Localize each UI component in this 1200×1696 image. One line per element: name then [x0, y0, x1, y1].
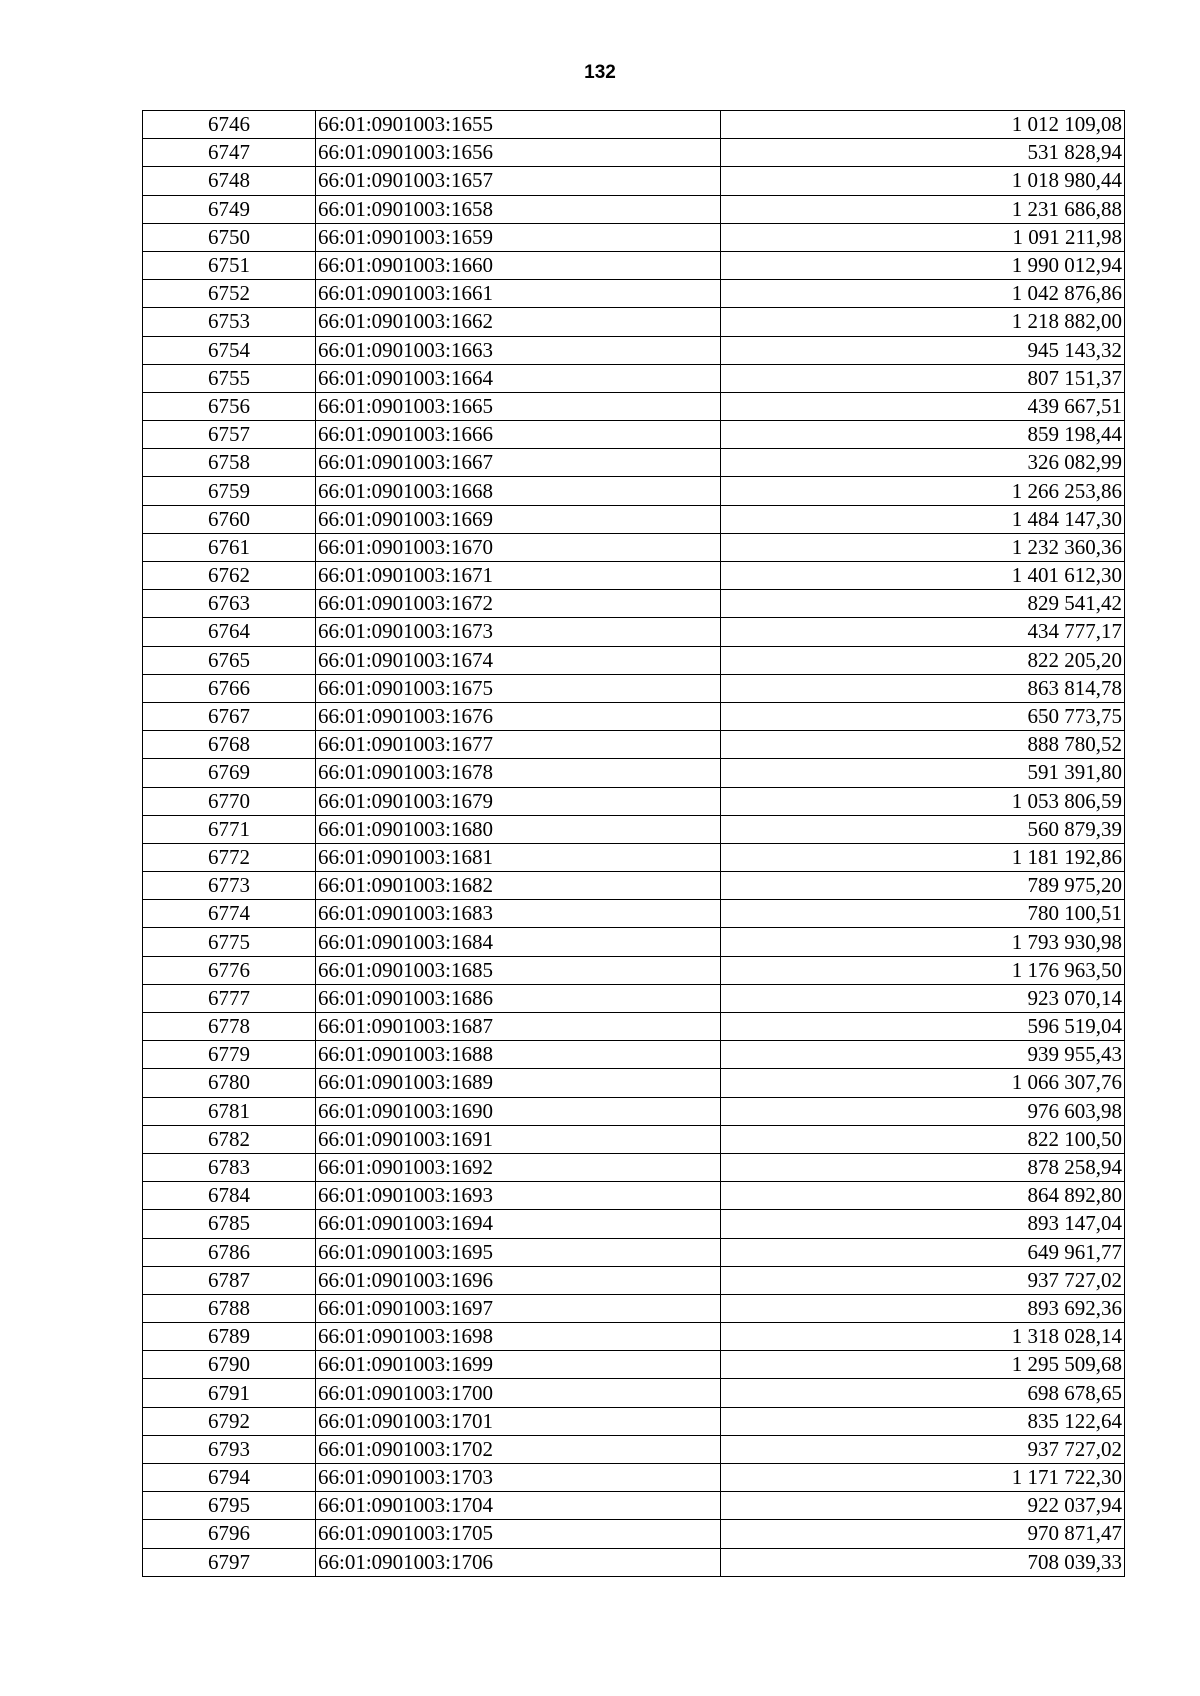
cadastral-value-cell: 863 814,78: [721, 674, 1125, 702]
cadastral-value-cell: 1 295 509,68: [721, 1351, 1125, 1379]
cadastral-number-cell: 66:01:0901003:1690: [316, 1097, 721, 1125]
row-number-cell: 6777: [143, 984, 316, 1012]
cadastral-value-cell: 1 990 012,94: [721, 251, 1125, 279]
cadastral-value-cell: 1 266 253,86: [721, 477, 1125, 505]
cadastral-number-cell: 66:01:0901003:1706: [316, 1548, 721, 1576]
row-number-cell: 6747: [143, 139, 316, 167]
cadastral-number-cell: 66:01:0901003:1666: [316, 421, 721, 449]
row-number-cell: 6754: [143, 336, 316, 364]
cadastral-number-cell: 66:01:0901003:1687: [316, 1013, 721, 1041]
row-number-cell: 6761: [143, 533, 316, 561]
cadastral-number-cell: 66:01:0901003:1671: [316, 562, 721, 590]
cadastral-value-cell: 1 231 686,88: [721, 195, 1125, 223]
cadastral-number-cell: 66:01:0901003:1662: [316, 308, 721, 336]
row-number-cell: 6767: [143, 702, 316, 730]
cadastral-number-cell: 66:01:0901003:1655: [316, 111, 721, 139]
row-number-cell: 6783: [143, 1153, 316, 1181]
row-number-cell: 6782: [143, 1125, 316, 1153]
cadastral-number-cell: 66:01:0901003:1697: [316, 1294, 721, 1322]
table-row: [143, 1041, 1125, 1069]
cadastral-value-cell: 835 122,64: [721, 1407, 1125, 1435]
cadastral-number-cell: 66:01:0901003:1676: [316, 702, 721, 730]
cadastral-number-cell: 66:01:0901003:1657: [316, 167, 721, 195]
cadastral-number-cell: 66:01:0901003:1677: [316, 731, 721, 759]
cadastral-number-cell: 66:01:0901003:1659: [316, 223, 721, 251]
table-row: [143, 646, 1125, 674]
cadastral-number-cell: 66:01:0901003:1672: [316, 590, 721, 618]
cadastral-value-cell: 893 692,36: [721, 1294, 1125, 1322]
cadastral-value-cell: 531 828,94: [721, 139, 1125, 167]
row-number-cell: 6756: [143, 392, 316, 420]
row-number-cell: 6780: [143, 1069, 316, 1097]
table-row: [143, 759, 1125, 787]
page-number: 132: [584, 62, 616, 83]
cadastral-value-cell: 1 232 360,36: [721, 533, 1125, 561]
cadastral-value-cell: 939 955,43: [721, 1041, 1125, 1069]
row-number-cell: 6748: [143, 167, 316, 195]
table-row: [143, 280, 1125, 308]
row-number-cell: 6762: [143, 562, 316, 590]
cadastral-value-cell: 888 780,52: [721, 731, 1125, 759]
table-row: [143, 1435, 1125, 1463]
row-number-cell: 6787: [143, 1266, 316, 1294]
table-row: [143, 562, 1125, 590]
cadastral-number-cell: 66:01:0901003:1688: [316, 1041, 721, 1069]
cadastral-number-cell: 66:01:0901003:1702: [316, 1435, 721, 1463]
cadastral-value-cell: 807 151,37: [721, 364, 1125, 392]
row-number-cell: 6758: [143, 449, 316, 477]
table-row: [143, 590, 1125, 618]
cadastral-value-cell: 859 198,44: [721, 421, 1125, 449]
row-number-cell: 6789: [143, 1323, 316, 1351]
cadastral-value-cell: 1 176 963,50: [721, 956, 1125, 984]
cadastral-value-cell: 708 039,33: [721, 1548, 1125, 1576]
table-row: [143, 1407, 1125, 1435]
table-row: [143, 308, 1125, 336]
cadastral-value-cell: 650 773,75: [721, 702, 1125, 730]
table-row: [143, 1013, 1125, 1041]
cadastral-number-cell: 66:01:0901003:1701: [316, 1407, 721, 1435]
cadastral-value-cell: 1 218 882,00: [721, 308, 1125, 336]
row-number-cell: 6759: [143, 477, 316, 505]
table-row: [143, 872, 1125, 900]
table-row: [143, 223, 1125, 251]
row-number-cell: 6784: [143, 1182, 316, 1210]
cadastral-value-cell: 698 678,65: [721, 1379, 1125, 1407]
table-row: [143, 111, 1125, 139]
row-number-cell: 6773: [143, 872, 316, 900]
row-number-cell: 6751: [143, 251, 316, 279]
cadastral-number-cell: 66:01:0901003:1668: [316, 477, 721, 505]
row-number-cell: 6764: [143, 618, 316, 646]
cadastral-value-cell: 1 484 147,30: [721, 505, 1125, 533]
cadastral-number-cell: 66:01:0901003:1658: [316, 195, 721, 223]
cadastral-value-cell: 326 082,99: [721, 449, 1125, 477]
cadastral-number-cell: 66:01:0901003:1699: [316, 1351, 721, 1379]
cadastral-value-cell: 945 143,32: [721, 336, 1125, 364]
row-number-cell: 6766: [143, 674, 316, 702]
table-row: [143, 843, 1125, 871]
cadastral-number-cell: 66:01:0901003:1656: [316, 139, 721, 167]
table-row: [143, 1520, 1125, 1548]
cadastral-value-cell: 922 037,94: [721, 1492, 1125, 1520]
cadastral-number-cell: 66:01:0901003:1660: [316, 251, 721, 279]
cadastral-number-cell: 66:01:0901003:1698: [316, 1323, 721, 1351]
cadastral-value-cell: 1 793 930,98: [721, 928, 1125, 956]
row-number-cell: 6795: [143, 1492, 316, 1520]
table-row: [143, 336, 1125, 364]
row-number-cell: 6774: [143, 900, 316, 928]
cadastral-number-cell: 66:01:0901003:1674: [316, 646, 721, 674]
row-number-cell: 6771: [143, 815, 316, 843]
row-number-cell: 6770: [143, 787, 316, 815]
table-row: [143, 251, 1125, 279]
cadastral-number-cell: 66:01:0901003:1689: [316, 1069, 721, 1097]
cadastral-number-cell: 66:01:0901003:1673: [316, 618, 721, 646]
table-row: [143, 167, 1125, 195]
row-number-cell: 6760: [143, 505, 316, 533]
cadastral-value-cell: 649 961,77: [721, 1238, 1125, 1266]
cadastral-value-cell: 439 667,51: [721, 392, 1125, 420]
table-row: [143, 1548, 1125, 1576]
table-body: [143, 111, 1125, 1577]
row-number-cell: 6755: [143, 364, 316, 392]
cadastral-value-cell: 1 012 109,08: [721, 111, 1125, 139]
cadastral-value-cell: 1 171 722,30: [721, 1464, 1125, 1492]
row-number-cell: 6796: [143, 1520, 316, 1548]
cadastral-number-cell: 66:01:0901003:1665: [316, 392, 721, 420]
table-row: [143, 1210, 1125, 1238]
row-number-cell: 6797: [143, 1548, 316, 1576]
table-row: [143, 1323, 1125, 1351]
row-number-cell: 6792: [143, 1407, 316, 1435]
table-row: [143, 1492, 1125, 1520]
cadastral-value-cell: 878 258,94: [721, 1153, 1125, 1181]
cadastral-value-cell: 822 100,50: [721, 1125, 1125, 1153]
table-row: [143, 787, 1125, 815]
cadastral-number-cell: 66:01:0901003:1669: [316, 505, 721, 533]
cadastral-value-cell: 1 053 806,59: [721, 787, 1125, 815]
table-row: [143, 731, 1125, 759]
cadastral-value-cell: 1 042 876,86: [721, 280, 1125, 308]
table-row: [143, 956, 1125, 984]
table-row: [143, 1379, 1125, 1407]
row-number-cell: 6778: [143, 1013, 316, 1041]
row-number-cell: 6779: [143, 1041, 316, 1069]
cadastral-value-cell: 1 401 612,30: [721, 562, 1125, 590]
cadastral-number-cell: 66:01:0901003:1681: [316, 843, 721, 871]
cadastral-value-cell: 560 879,39: [721, 815, 1125, 843]
cadastral-value-table: [142, 110, 1125, 1577]
cadastral-number-cell: 66:01:0901003:1680: [316, 815, 721, 843]
cadastral-number-cell: 66:01:0901003:1704: [316, 1492, 721, 1520]
cadastral-number-cell: 66:01:0901003:1661: [316, 280, 721, 308]
table-row: [143, 928, 1125, 956]
cadastral-number-cell: 66:01:0901003:1683: [316, 900, 721, 928]
cadastral-value-cell: 789 975,20: [721, 872, 1125, 900]
table-row: [143, 1069, 1125, 1097]
table-row: [143, 421, 1125, 449]
cadastral-value-cell: 829 541,42: [721, 590, 1125, 618]
cadastral-value-cell: 780 100,51: [721, 900, 1125, 928]
row-number-cell: 6757: [143, 421, 316, 449]
row-number-cell: 6788: [143, 1294, 316, 1322]
cadastral-value-cell: 1 018 980,44: [721, 167, 1125, 195]
cadastral-number-cell: 66:01:0901003:1703: [316, 1464, 721, 1492]
row-number-cell: 6791: [143, 1379, 316, 1407]
row-number-cell: 6790: [143, 1351, 316, 1379]
cadastral-number-cell: 66:01:0901003:1663: [316, 336, 721, 364]
table-row: [143, 533, 1125, 561]
table-row: [143, 1125, 1125, 1153]
cadastral-value-cell: 434 777,17: [721, 618, 1125, 646]
row-number-cell: 6753: [143, 308, 316, 336]
row-number-cell: 6750: [143, 223, 316, 251]
table-row: [143, 1294, 1125, 1322]
row-number-cell: 6768: [143, 731, 316, 759]
row-number-cell: 6786: [143, 1238, 316, 1266]
table-row: [143, 505, 1125, 533]
row-number-cell: 6769: [143, 759, 316, 787]
table-row: [143, 195, 1125, 223]
cadastral-value-cell: 596 519,04: [721, 1013, 1125, 1041]
table-row: [143, 702, 1125, 730]
cadastral-number-cell: 66:01:0901003:1700: [316, 1379, 721, 1407]
cadastral-number-cell: 66:01:0901003:1679: [316, 787, 721, 815]
cadastral-number-cell: 66:01:0901003:1693: [316, 1182, 721, 1210]
table-row: [143, 618, 1125, 646]
cadastral-value-cell: 970 871,47: [721, 1520, 1125, 1548]
cadastral-number-cell: 66:01:0901003:1695: [316, 1238, 721, 1266]
table-row: [143, 1351, 1125, 1379]
table-row: [143, 1153, 1125, 1181]
cadastral-number-cell: 66:01:0901003:1670: [316, 533, 721, 561]
table-row: [143, 900, 1125, 928]
table-row: [143, 1238, 1125, 1266]
table-row: [143, 1182, 1125, 1210]
row-number-cell: 6765: [143, 646, 316, 674]
row-number-cell: 6752: [143, 280, 316, 308]
table-row: [143, 1464, 1125, 1492]
cadastral-value-cell: 976 603,98: [721, 1097, 1125, 1125]
row-number-cell: 6746: [143, 111, 316, 139]
cadastral-value-cell: 1 091 211,98: [721, 223, 1125, 251]
cadastral-number-cell: 66:01:0901003:1664: [316, 364, 721, 392]
row-number-cell: 6776: [143, 956, 316, 984]
table-row: [143, 364, 1125, 392]
cadastral-value-cell: 822 205,20: [721, 646, 1125, 674]
cadastral-value-cell: 1 181 192,86: [721, 843, 1125, 871]
cadastral-value-cell: 591 391,80: [721, 759, 1125, 787]
cadastral-number-cell: 66:01:0901003:1691: [316, 1125, 721, 1153]
cadastral-value-cell: 937 727,02: [721, 1266, 1125, 1294]
cadastral-number-cell: 66:01:0901003:1682: [316, 872, 721, 900]
cadastral-value-cell: 937 727,02: [721, 1435, 1125, 1463]
cadastral-number-cell: 66:01:0901003:1684: [316, 928, 721, 956]
cadastral-value-cell: 1 066 307,76: [721, 1069, 1125, 1097]
row-number-cell: 6794: [143, 1464, 316, 1492]
table-row: [143, 449, 1125, 477]
cadastral-number-cell: 66:01:0901003:1685: [316, 956, 721, 984]
cadastral-number-cell: 66:01:0901003:1692: [316, 1153, 721, 1181]
row-number-cell: 6775: [143, 928, 316, 956]
cadastral-value-cell: 864 892,80: [721, 1182, 1125, 1210]
table-row: [143, 984, 1125, 1012]
cadastral-number-cell: 66:01:0901003:1686: [316, 984, 721, 1012]
cadastral-value-cell: 923 070,14: [721, 984, 1125, 1012]
table-row: [143, 477, 1125, 505]
cadastral-value-cell: 893 147,04: [721, 1210, 1125, 1238]
table-row: [143, 674, 1125, 702]
table-row: [143, 1266, 1125, 1294]
cadastral-number-cell: 66:01:0901003:1675: [316, 674, 721, 702]
row-number-cell: 6781: [143, 1097, 316, 1125]
row-number-cell: 6793: [143, 1435, 316, 1463]
table-row: [143, 1097, 1125, 1125]
cadastral-number-cell: 66:01:0901003:1705: [316, 1520, 721, 1548]
table-row: [143, 139, 1125, 167]
cadastral-number-cell: 66:01:0901003:1696: [316, 1266, 721, 1294]
cadastral-number-cell: 66:01:0901003:1667: [316, 449, 721, 477]
table-row: [143, 392, 1125, 420]
row-number-cell: 6772: [143, 843, 316, 871]
row-number-cell: 6785: [143, 1210, 316, 1238]
row-number-cell: 6763: [143, 590, 316, 618]
cadastral-number-cell: 66:01:0901003:1694: [316, 1210, 721, 1238]
cadastral-value-cell: 1 318 028,14: [721, 1323, 1125, 1351]
cadastral-number-cell: 66:01:0901003:1678: [316, 759, 721, 787]
table-row: [143, 815, 1125, 843]
row-number-cell: 6749: [143, 195, 316, 223]
